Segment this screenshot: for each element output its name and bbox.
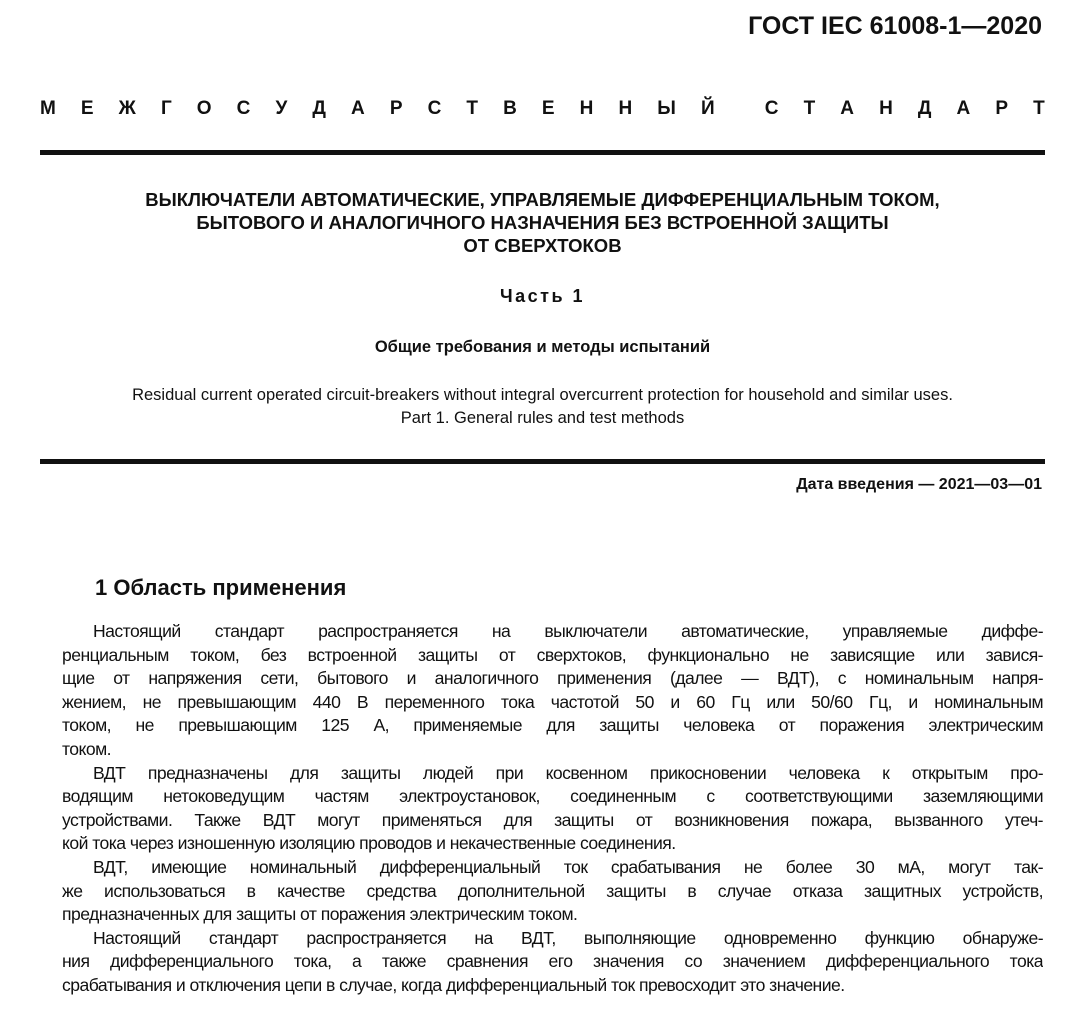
title-line: ОТ СВЕРХТОКОВ: [463, 235, 622, 256]
heading-letter: Т: [466, 98, 478, 119]
paragraph: [62, 856, 1043, 927]
title-line: ВЫКЛЮЧАТЕЛИ АВТОМАТИЧЕСКИЕ, УПРАВЛЯЕМЫЕ ДИФФЕРЕНЦИАЛЬНЫМ ТОКОМ,: [145, 189, 940, 210]
heading-letter: Ж: [118, 98, 136, 119]
heading-letter: Т: [1033, 98, 1045, 119]
paragraph: [62, 927, 1043, 998]
heading-letter: У: [275, 98, 288, 119]
bottom-divider: [40, 459, 1045, 464]
text-line: щие от напряжения сети, бытового и аналогичного применения (далее — ВДТ), с номинальным напря-: [62, 668, 1043, 689]
text-line: ВДТ, имеющие номинальный дифференциальный ток срабатывания не более 30 мА, могут так-: [93, 856, 1043, 877]
text-line: Настоящий стандарт распространяется на выключатели автоматические, управляемые диффе-: [93, 621, 1043, 641]
heading-letter: Д: [917, 98, 932, 119]
heading-letter: Е: [541, 98, 555, 119]
text-line: срабатывания и отключения цепи в случае, когда дифференциальный ток превосходит это значение.: [62, 974, 845, 995]
text-line: током, не превышающим 125 А, применяемые для защиты человека от поражения электрическим: [62, 715, 1043, 736]
introduction-date: Дата введения — 2021—03—01: [796, 476, 1042, 493]
text-line: водящим нетоковедущим частям электроустановок, соединенным с соответствующими заземляющими: [62, 786, 1043, 807]
standard-code: ГОСТ IEC 61008-1—2020: [748, 12, 1042, 40]
heading-letter: А: [840, 98, 855, 119]
text-line: Настоящий стандарт распространяется на ВДТ, выполняющие одновременно функцию обнаруже-: [93, 927, 1043, 948]
english-title: Part 1. General rules and test methods: [400, 409, 685, 427]
heading-letter: О: [196, 98, 212, 119]
text-line: предназначенных для защиты от поражения электрическим током.: [62, 904, 578, 925]
heading-letter: С: [764, 98, 779, 119]
subtitle: Общие требования и методы испытаний: [374, 338, 711, 356]
text-line: ния дифференциального тока, а также сравнения его значения со значением дифференциального тока: [62, 951, 1043, 972]
text-line: ренциальным током, без встроенной защиты от сверхтоков, функционально не зависящие или завися-: [62, 644, 1043, 665]
text-line: же использоваться в качестве средства дополнительной защиты в случае отказа защитных устройств,: [62, 880, 1043, 901]
text-line: током.: [62, 738, 112, 759]
part-label: Часть 1: [499, 286, 586, 306]
heading-letter: Д: [312, 98, 326, 119]
heading-letter: Р: [389, 98, 403, 119]
heading-letter: Р: [995, 98, 1009, 119]
heading-letter: Т: [803, 98, 816, 119]
top-divider: [40, 150, 1045, 155]
english-title: Residual current operated circuit-breakers without integral overcurrent protection for household and similar uses.: [132, 386, 953, 404]
interstate-standard-heading: [40, 98, 1045, 120]
text-line: устройствами. Также ВДТ могут применяться для защиты от возникновения пожара, вызванного утеч-: [62, 809, 1043, 830]
text-line: ВДТ предназначены для защиты людей при косвенном прикосновении человека к открытым про-: [93, 762, 1043, 783]
heading-letter: М: [40, 98, 56, 119]
heading-letter: Н: [579, 98, 594, 119]
heading-letter: А: [956, 98, 971, 119]
heading-letter: Е: [80, 98, 94, 119]
heading-letter: С: [427, 98, 442, 119]
heading-letter: В: [503, 98, 517, 119]
section-body: [62, 620, 1043, 998]
heading-letter: Н: [879, 98, 893, 119]
section-heading: 1 Область применения: [95, 575, 347, 600]
heading-letter: С: [236, 98, 251, 119]
heading-letter: Г: [160, 98, 172, 119]
title-line: БЫТОВОГО И АНАЛОГИЧНОГО НАЗНАЧЕНИЯ БЕЗ ВСТРОЕННОЙ ЗАЩИТЫ: [196, 212, 889, 233]
text-line: жением, не превышающим 440 В переменного тока частотой 50 и 60 Гц или 50/60 Гц, и номинальным: [62, 691, 1043, 712]
text-line: кой тока через изношенную изоляцию проводов и некачественные соединения.: [62, 833, 676, 854]
paragraph: [62, 620, 1043, 762]
heading-letter: А: [351, 98, 365, 119]
heading-letter: Й: [700, 98, 715, 119]
heading-letter: Ы: [657, 98, 676, 119]
paragraph: [62, 762, 1043, 856]
heading-letter: Н: [618, 98, 633, 119]
